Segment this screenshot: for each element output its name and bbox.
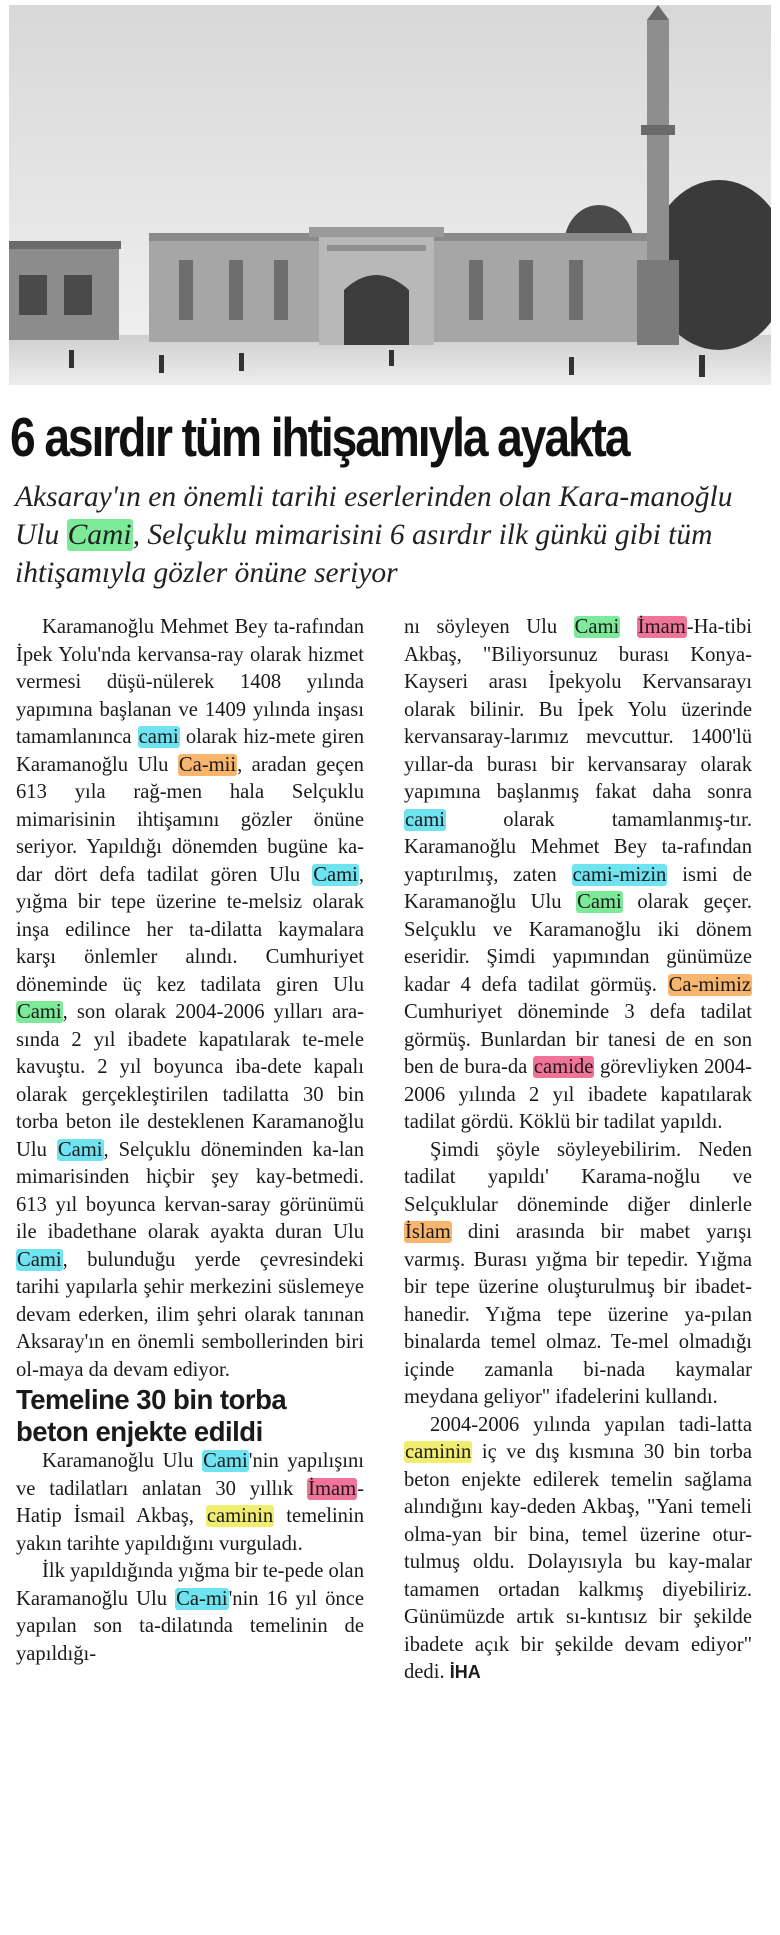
subtitle-text: Aksaray'ın en önemli tarihi eserlerinden olan Kara-manoğlu Ulu: [15, 481, 733, 551]
text: Karamanoğlu Mehmet Bey ta-rafından İpek Yolu'nda kervansa-ray olarak hizmet vermesi düşü-nülerek 1408 yılında yapımına başlanan ve 1409 yılında inşası tamamlanınca: [16, 616, 364, 748]
highlight-caminin: caminin: [206, 1505, 274, 1527]
text: görevliyken 2004-2006 yılında 2 yıl ibadete kapatılarak tadilat gördü. Köklü bir tadilat yapıldı.: [404, 1056, 752, 1133]
subtitle: [15, 478, 765, 592]
highlight-cami: Ca-mi: [176, 1587, 228, 1610]
highlight-camimizin: cami-mizin: [572, 863, 667, 886]
mosque-photo-icon: [9, 5, 771, 385]
text: 'nin 16 yıl önce yapılan son ta-dilatında temelinin de yapıldığı-: [16, 1587, 364, 1665]
text: Karamanoğlu Ulu: [42, 1450, 203, 1472]
text: dini arasında bir mabet yarışı varmış. Burası yığma bir tepedir. Yığma bir tepe üzerine oluşturulmuş bir ibadet-hanedir. Yığma tepe üzerine ya-pılan binalarda temel olmaz. Te-mel olmadığı içinde zamanla bi-nada kaymalar meydana geliyor" ifadelerini kullandı.: [404, 1221, 752, 1408]
highlight-cami: Cami: [57, 1138, 103, 1161]
text: iç ve dış kısmına 30 bin torba beton enjekte edilerek temelin sağlama alındığını kay-deden Akbaş, "Yani temeli olma-yan bir bina, temel üzerine otur-tulmuş oldu. Dolayısıyla bu kay-malar tamamen ortadan kalkmış diyebiliriz. Günümüzde artık sı-kıntısız bir şekilde ibadete açık bir şekilde devam ediyor" dedi.: [404, 1441, 752, 1683]
highlight-imam: İmam: [637, 616, 686, 638]
text: 'nin yapılışını ve tadilatları anlatan 30 yıllık: [16, 1450, 364, 1500]
highlight-camii: Ca-mii: [178, 753, 237, 776]
text: Cumhuriyet döneminde 3 defa tadilat görmüş. Bunlardan bir tanesi de en son ben de bura-da: [404, 1001, 752, 1078]
agency-signature: İHA: [449, 1662, 481, 1682]
highlight-camimiz: Ca-mimiz: [668, 973, 751, 996]
text: ismi de Karamanoğlu Ulu: [404, 863, 752, 913]
paragraph: [404, 1137, 752, 1412]
highlight-cami: Cami: [67, 519, 132, 551]
highlight-cami: Cami: [17, 1001, 62, 1023]
highlight-caminin: caminin: [405, 1441, 472, 1463]
highlight-cami: Cami: [574, 616, 620, 638]
highlight-cami: Cami: [313, 863, 358, 886]
text: , son olarak 2004-2006 yılları ara-sında 2 yıl ibadete kapatılarak te-mele kavuştu. 2 yıl boyunca iba-dete kapalı olarak gerçekleştirilen tadilatta 30 bin torba beton ile desteklenen Karamanoğlu Ulu: [16, 1001, 364, 1161]
paragraph: [404, 1412, 752, 1687]
highlight-cami: cami: [138, 726, 179, 748]
right-column: [404, 614, 752, 1687]
subtitle-text: , Selçuklu mimarisini 6 asırdır ilk günkü gibi tüm ihtişamıyla gözler önüne seriyor: [15, 519, 713, 589]
highlight-islam: İslam: [405, 1221, 451, 1243]
highlight-cami: Cami: [17, 1248, 62, 1271]
paragraph: [16, 614, 364, 1384]
text: , bulunduğu yerde çevresindeki tarihi yapılarla şehir merkezini süslemeye devam ederken, ilim şehri olarak tanınan Aksaray'ın en önemli sembollerinden biri ol-maya da devam ediyor.: [16, 1248, 364, 1381]
subheading: Temeline 30 bin torba beton enjekte edildi: [16, 1384, 287, 1447]
paragraph: [16, 1558, 364, 1668]
text: , aradan geçen 613 yıla rağ-men hala Selçuklu mimarisinin ihtişamını gözler önüne seriyor. Yapıldığı dönemden bugüne ka-dar dört defa tadilat gören Ulu: [16, 753, 364, 886]
text: İlk yapıldığında yığma bir te-pede olan Karamanoğlu Ulu: [16, 1560, 364, 1610]
headline: 6 asırdır tüm ihtişamıyla ayakta: [10, 406, 629, 468]
text: Şimdi şöyle söyleyebilirim. Neden tadilat yapıldı' Karama-noğlu ve Selçuklular döneminde diğer dinlerle: [404, 1138, 752, 1216]
highlight-imam: İmam: [308, 1477, 357, 1500]
text: [620, 616, 637, 638]
text: temelinin yakın tarihte yapıldığını vurguladı.: [16, 1505, 364, 1555]
paragraph: [16, 1448, 364, 1558]
text: , Selçuklu döneminden ka-lan mimarisinden hiçbir şey kay-betmedi. 613 yıl boyunca kervan-saray görünümü ile ibadethane olarak ayakta duran Ulu: [16, 1138, 364, 1243]
article-photo: [9, 5, 771, 385]
text: -Hatip İsmail Akbaş,: [16, 1477, 364, 1527]
text: 2004-2006 yılında yapılan tadi-latta: [430, 1413, 752, 1436]
text: nı söyleyen Ulu: [404, 616, 574, 638]
text: olarak geçer. Selçuklu ve Karamanoğlu iki dönem eseridir. Şimdi yapımından günümüze kadar 4 defa tadilat görmüş.: [404, 891, 752, 996]
highlight-camide: camide: [533, 1056, 594, 1078]
left-column: [16, 614, 364, 1668]
text: olarak hiz-mete giren Karamanoğlu Ulu: [16, 726, 364, 776]
text: , yığma bir tepe üzerine te-melsiz olarak inşa edilince her ta-dilatta kaymalara karşı önlemler alındı. Cumhuriyet döneminde üç kez tadilata giren Ulu: [16, 863, 364, 996]
highlight-cami: Cami: [577, 891, 622, 913]
text: -Ha-tibi Akbaş, "Biliyorsunuz burası Konya-Kayseri arası İpekyolu Kervansarayı olarak bilinir. Bu İpek Yolu üzerinde kervansaray-larımız mevcuttur. 1400'lü yıllar-da burası bir kervansaray olarak yapımına başlanmış fakat daha sonra: [404, 616, 752, 803]
highlight-cami: cami: [405, 808, 446, 831]
paragraph: [404, 614, 752, 1137]
highlight-cami: Cami: [203, 1450, 248, 1472]
text: olarak tamamlanmış-tır. Karamanoğlu Mehmet Bey ta-rafından yaptırılmış, zaten: [404, 808, 752, 886]
